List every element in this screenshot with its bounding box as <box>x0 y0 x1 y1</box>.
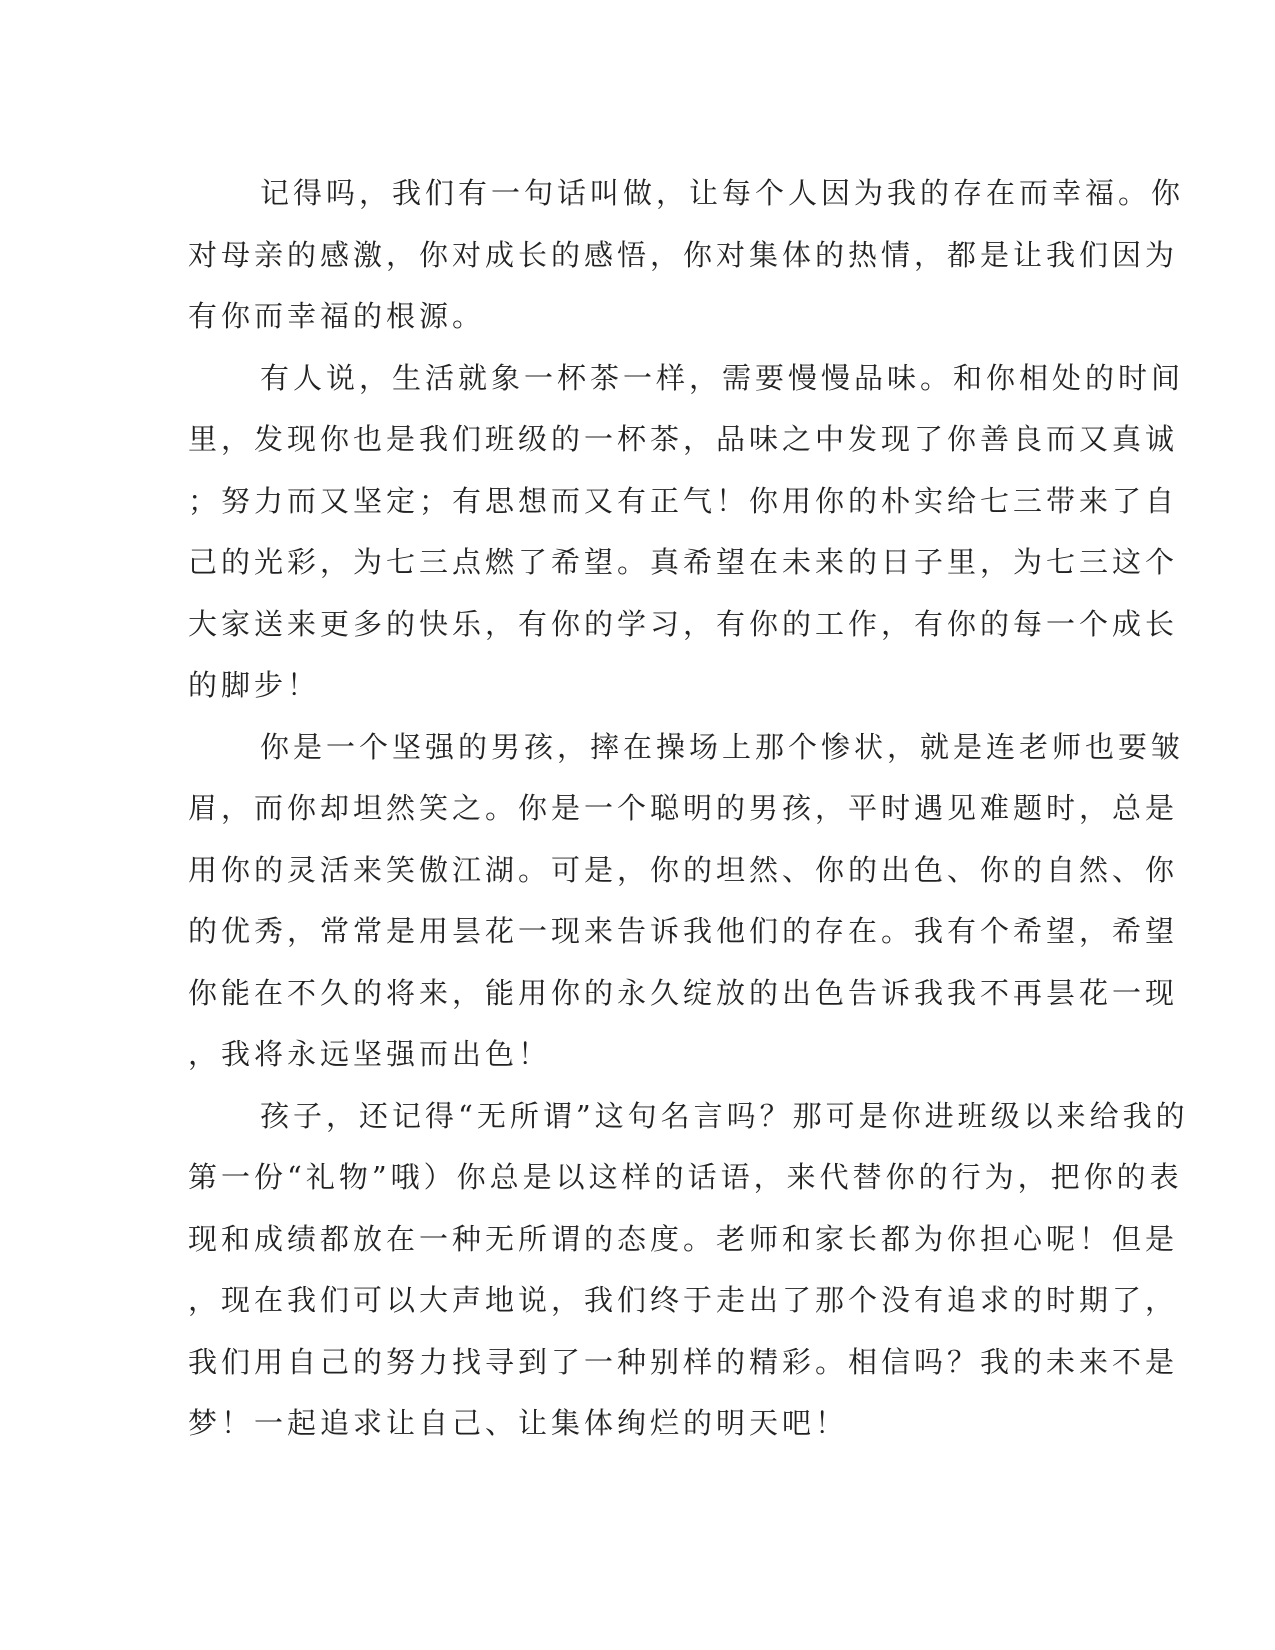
text-line: 对母亲的感激，你对成长的感悟，你对集体的热情，都是让我们因为 <box>188 237 1179 272</box>
text-line: 用你的灵活来笑傲江湖。可是，你的坦然、你的出色、你的自然、你 <box>188 852 1179 887</box>
text-line: 现和成绩都放在一种无所谓的态度。老师和家长都为你担心呢！但是 <box>188 1221 1179 1256</box>
text-line: 第一份“礼物”哦）你总是以这样的话语，来代替你的行为，把你的表 <box>188 1160 1183 1194</box>
paragraph-4 <box>188 1086 1189 1455</box>
text-line: ，我将永远坚强而出色！ <box>188 1037 552 1071</box>
text-line: 梦！一起追求让自己、让集体绚烂的明天吧！ <box>188 1406 849 1440</box>
text-line: 我们用自己的努力找寻到了一种别样的精彩。相信吗？我的未来不是 <box>188 1344 1179 1379</box>
document-body <box>188 163 1189 1455</box>
text-line: 孩子，还记得“无所谓”这句名言吗？那可是你进班级以来给我的 <box>260 1098 1189 1133</box>
paragraph-1 <box>188 163 1185 348</box>
text-line: 的脚步！ <box>188 668 321 702</box>
text-line: 记得吗，我们有一句话叫做，让每个人因为我的存在而幸福。你 <box>260 176 1185 210</box>
text-line: 有你而幸福的根源。 <box>188 299 486 333</box>
paragraph-3 <box>188 717 1185 1086</box>
text-line: 大家送来更多的快乐，有你的学习，有你的工作，有你的每一个成长 <box>188 606 1179 641</box>
text-line: 眉，而你却坦然笑之。你是一个聪明的男孩，平时遇见难题时，总是 <box>188 791 1179 825</box>
text-line: 有人说，生活就象一杯茶一样，需要慢慢品味。和你相处的时间 <box>260 360 1185 395</box>
text-line: ；努力而又坚定；有思想而又有正气！你用你的朴实给七三带来了自 <box>188 483 1179 518</box>
paragraph-2 <box>188 348 1185 717</box>
text-line: 的优秀，常常是用昙花一现来告诉我他们的存在。我有个希望，希望 <box>188 914 1179 948</box>
text-line: 你是一个坚强的男孩，摔在操场上那个惨状，就是连老师也要皱 <box>260 729 1185 764</box>
text-line: 你能在不久的将来，能用你的永久绽放的出色告诉我我不再昙花一现 <box>188 975 1179 1010</box>
text-line: 里，发现你也是我们班级的一杯茶，品味之中发现了你善良而又真诚 <box>188 422 1179 456</box>
text-line: ，现在我们可以大声地说，我们终于走出了那个没有追求的时期了， <box>188 1283 1179 1317</box>
text-line: 己的光彩，为七三点燃了希望。真希望在未来的日子里，为七三这个 <box>188 545 1179 579</box>
